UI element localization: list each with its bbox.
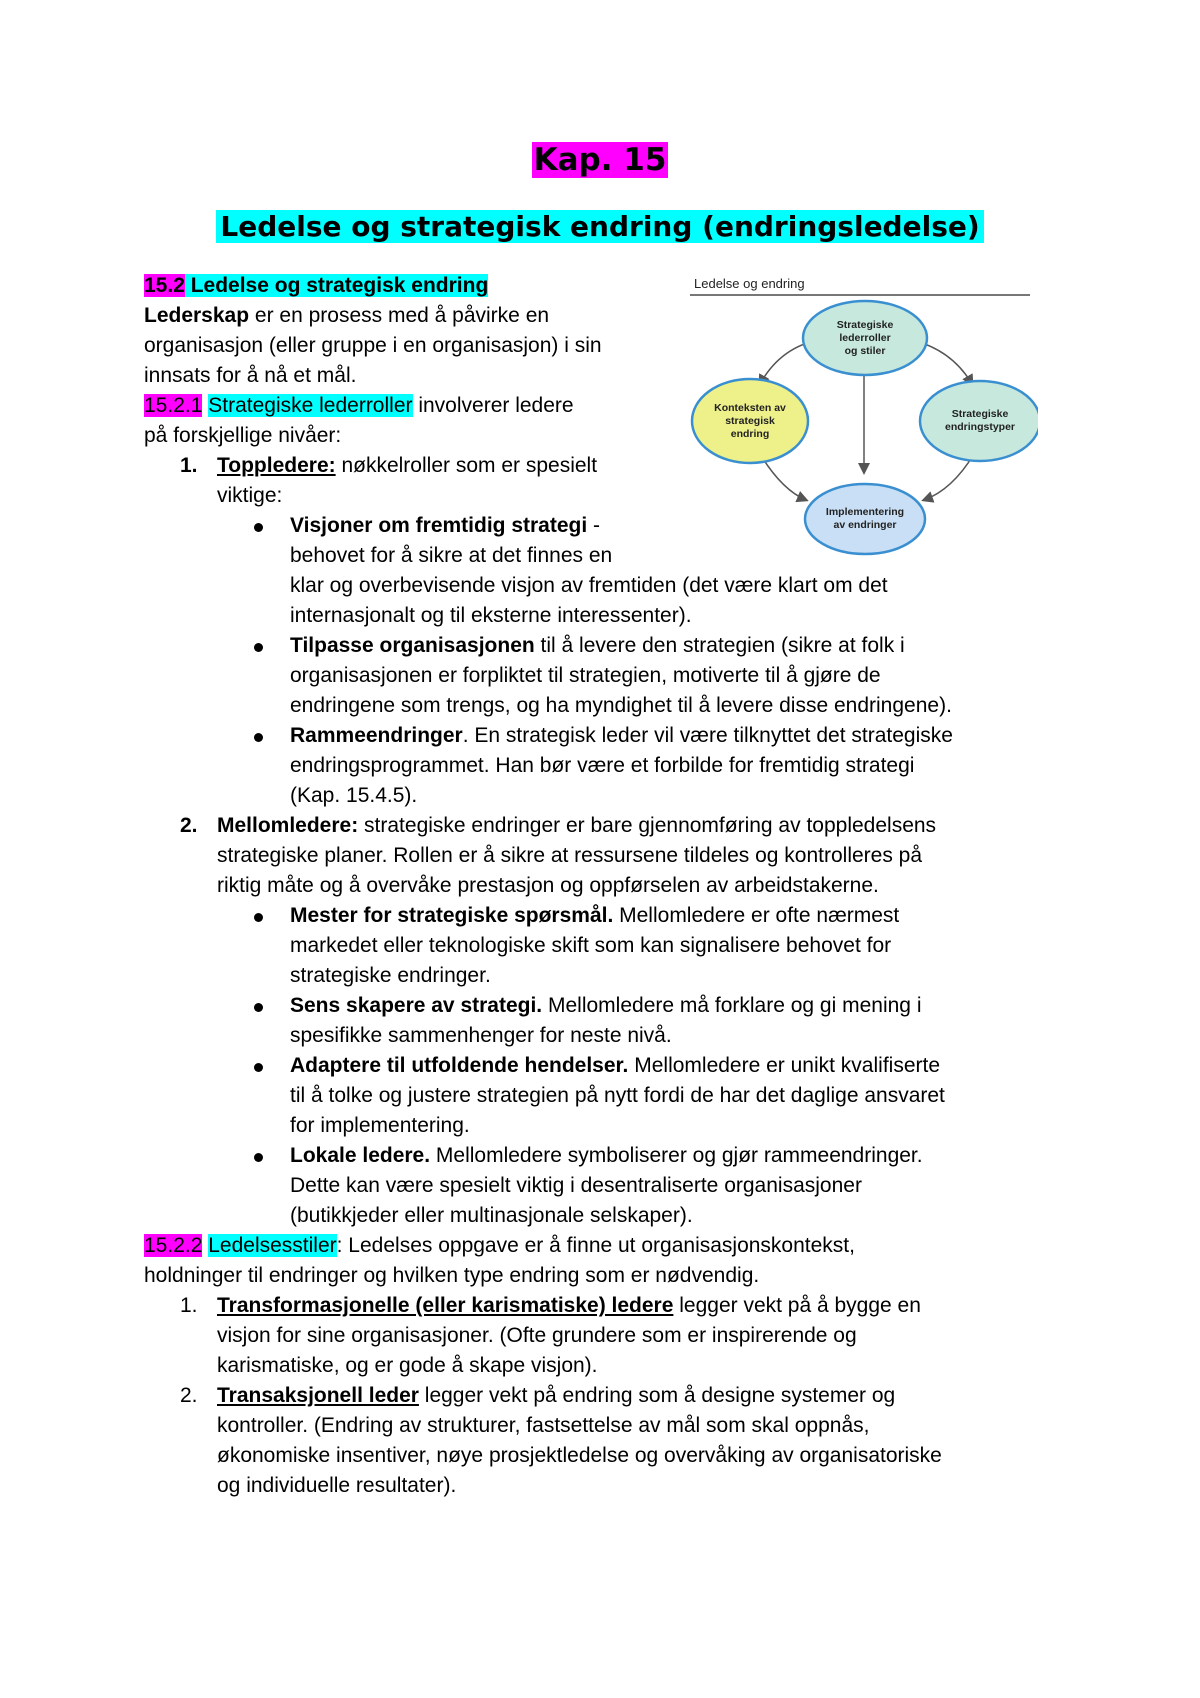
section-15-2-1-heading: 15.2.1 Strategiske lederroller involverer ledere (144, 394, 574, 417)
bullet-icon (254, 1153, 263, 1162)
bullet-rammeendringer: Rammeendringer. En strategisk leder vil være tilknyttet det strategiske endringsprogrammet. Han bør være et forbilde for fremtidig strategi (Kap. 15.4.5). (217, 721, 1074, 811)
bullet-tilpasse: Tilpasse organisasjonen til å levere den strategien (sikre at folk i organisasjonen er forpliktet til strategien, motiverte til å gjøre de endringene som trengs, og ha myndighet til å levere disse endringene). (217, 631, 1074, 721)
bullet-icon (254, 523, 263, 532)
list-item-toppledere: 1. Toppledere: nøkkelroller som er spesielt viktige: Visjoner om fremtidig strategi - behovet for å sikre at det finnes en klar og overbevisende visjon av fremtiden (det være klart om det internasjonalt og til eksterne interessenter). Tilpasse organisasjonen til å levere den strategien (sikre at folk i organisasjonen er forpliktet til strategien, motiverte til å gjøre de endringene som trengs, og ha myndighet til å levere disse endringene). Rammeendringer. En strategisk leder vil være tilknyttet det strategiske endringsprogrammet. Han bør være et forbilde for fremtidig strategi (Kap. 15.4.5). (144, 451, 1074, 811)
document-body: 15.2 Ledelse og strategisk endring Lederskap er en prosess med å påvirke en organisasjon (eller gruppe i en organisasjon) i sin innsats for å nå et mål. 15.2.1 Strategiske lederroller involverer ledere på forskjellige nivåer: 1. Toppledere: nøkkelroller som er spesielt viktige: Visjoner om fremtidig strategi - behovet for å sikre at det finnes en klar og overbevisende visjon av fremtiden (det være klart om det internasjonalt og til eksterne interessenter). Tilpasse organisasjonen til å levere den strategien (sikre at folk i organisasjonen er forpliktet til strategien, motiverte til å gjøre de endringene som trengs, og ha myndighet til å levere disse endringene). Rammeendringer. En strategisk leder vil være tilknyttet det strategiske endringsprogrammet. Han bør være et forbilde for fremtidig strategi (Kap. 15.4.5). 2. Mellomledere: strategiske endringer er bare gjennomføring av toppledelsens strategiske planer. Rollen er å sikre at ressursene tildeles og kontrolleres på riktig måte og å overvåke prestasjon og oppførselen av arbeidstakerne. Mester for strategiske spørsmål. Mellomledere er ofte nærmest markedet eller teknologiske skift som kan signalisere behovet for strategiske endringer. Sens skapere av strategi. Mellomledere må forklare og gi mening i spesifikke sammenhenger for neste nivå. Adaptere til utfoldende hendelser. Mellomledere er unikt kvalifiserte til å tolke og justere strategien på nytt fordi de har det daglige ansvaret for implementering. Lokale ledere. Mellomledere symboliserer og gjør rammeendringer. Dette kan være spesielt viktig i desentraliserte organisasjoner (butikkjeder eller multinasjonale selskaper). 15.2.2 Ledelsesstiler: Ledelses oppgave er å finne ut organisasjonskontekst, holdninger til endringer og hvilken type endring som er nødvendig. 1. Transformasjonelle (eller karismatiske) ledere legger vekt på å bygge en visjon for sine organisasjoner. (Ofte grundere som er inspirerende og karismatiske, og er gode å skape visjon). 2. Transaksjonell leder legger vekt på endring som å designe systemer og kontroller. (Endring av strukturer, fastsettelse av mål som skal oppnås, økonomiske insentiver, nøye prosjektledelse og overvåking av organisatoriske og individuelle resultater). (144, 271, 1074, 1501)
bullet-mester: Mester for strategiske spørsmål. Mellomledere er ofte nærmest markedet eller teknologiske skift som kan signalisere behovet for strategiske endringer. (217, 901, 1074, 991)
list-item-transaksjonell: 2. Transaksjonell leder legger vekt på endring som å designe systemer og kontroller. (Endring av strukturer, fastsettelse av mål som skal oppnås, økonomiske insentiver, nøye prosjektledelse og overvåking av organisatoriske og individuelle resultater). (180, 1384, 942, 1497)
diagram-title: Ledelse og endring (694, 276, 805, 291)
bullet-icon (254, 1003, 263, 1012)
chapter-heading: Kap. 15 (533, 142, 667, 178)
list-item-mellomledere: 2. Mellomledere: strategiske endringer er bare gjennomføring av toppledelsens strategiske planer. Rollen er å sikre at ressursene tildeles og kontrolleres på riktig måte og å overvåke prestasjon og oppførselen av arbeidstakerne. Mester for strategiske spørsmål. Mellomledere er ofte nærmest markedet eller teknologiske skift som kan signalisere behovet for strategiske endringer. Sens skapere av strategi. Mellomledere må forklare og gi mening i spesifikke sammenhenger for neste nivå. Adaptere til utfoldende hendelser. Mellomledere er unikt kvalifiserte til å tolke og justere strategien på nytt fordi de har det daglige ansvaret for implementering. Lokale ledere. Mellomledere symboliserer og gjør rammeendringer. Dette kan være spesielt viktig i desentraliserte organisasjoner (butikkjeder eller multinasjonale selskaper). (144, 811, 1074, 1231)
leadership-styles-list (144, 1291, 1074, 1501)
node-strategic-roles-label: Strategiske lederroller og stiler (836, 319, 894, 357)
list-item-transformasjonelle: 1. Transformasjonelle (eller karismatiske) ledere legger vekt på å bygge en visjon for sine organisasjoner. (Ofte grundere som er inspirerende og karismatiske, og er gode å skape visjon). (180, 1294, 921, 1377)
leader-levels-list (144, 451, 1074, 1231)
node-implementation-label: Implementering av endringer (825, 506, 905, 531)
bullet-icon (254, 733, 263, 742)
node-context-label: Konteksten av strategisk endring (714, 402, 786, 440)
bullet-icon (254, 1063, 263, 1072)
bullet-icon (254, 913, 263, 922)
mellomledere-bullets (217, 901, 1074, 1231)
bullet-icon (254, 643, 263, 652)
section-15-2-heading: 15.2 Ledelse og strategisk endring (144, 274, 489, 297)
toppledere-bullets (217, 511, 1074, 811)
node-change-types-label: Strategiske endringstyper (944, 408, 1015, 433)
bullet-lokale-ledere: Lokale ledere. Mellomledere symboliserer og gjør rammeendringer. Dette kan være spesielt viktig i desentraliserte organisasjoner (butikkjeder eller multinasjonale selskaper). (217, 1141, 1074, 1231)
section-15-2-2-heading: 15.2.2 Ledelsesstiler: Ledelses oppgave er å finne ut organisasjonskontekst, (144, 1234, 855, 1257)
lederskap-definition: Lederskap er en prosess med å påvirke en (144, 304, 550, 327)
bullet-sens-skapere: Sens skapere av strategi. Mellomledere må forklare og gi mening i spesifikke sammenhenger for neste nivå. (217, 991, 1074, 1051)
bullet-visjoner: Visjoner om fremtidig strategi - behovet for å sikre at det finnes en klar og overbevisende visjon av fremtiden (det være klart om det internasjonalt og til eksterne interessenter). (217, 511, 1074, 631)
bullet-adaptere: Adaptere til utfoldende hendelser. Mellomledere er unikt kvalifiserte til å tolke og justere strategien på nytt fordi de har det daglige ansvaret for implementering. (217, 1051, 1074, 1141)
chapter-title: Ledelse og strategisk endring (endringsledelse) (0, 206, 1200, 248)
